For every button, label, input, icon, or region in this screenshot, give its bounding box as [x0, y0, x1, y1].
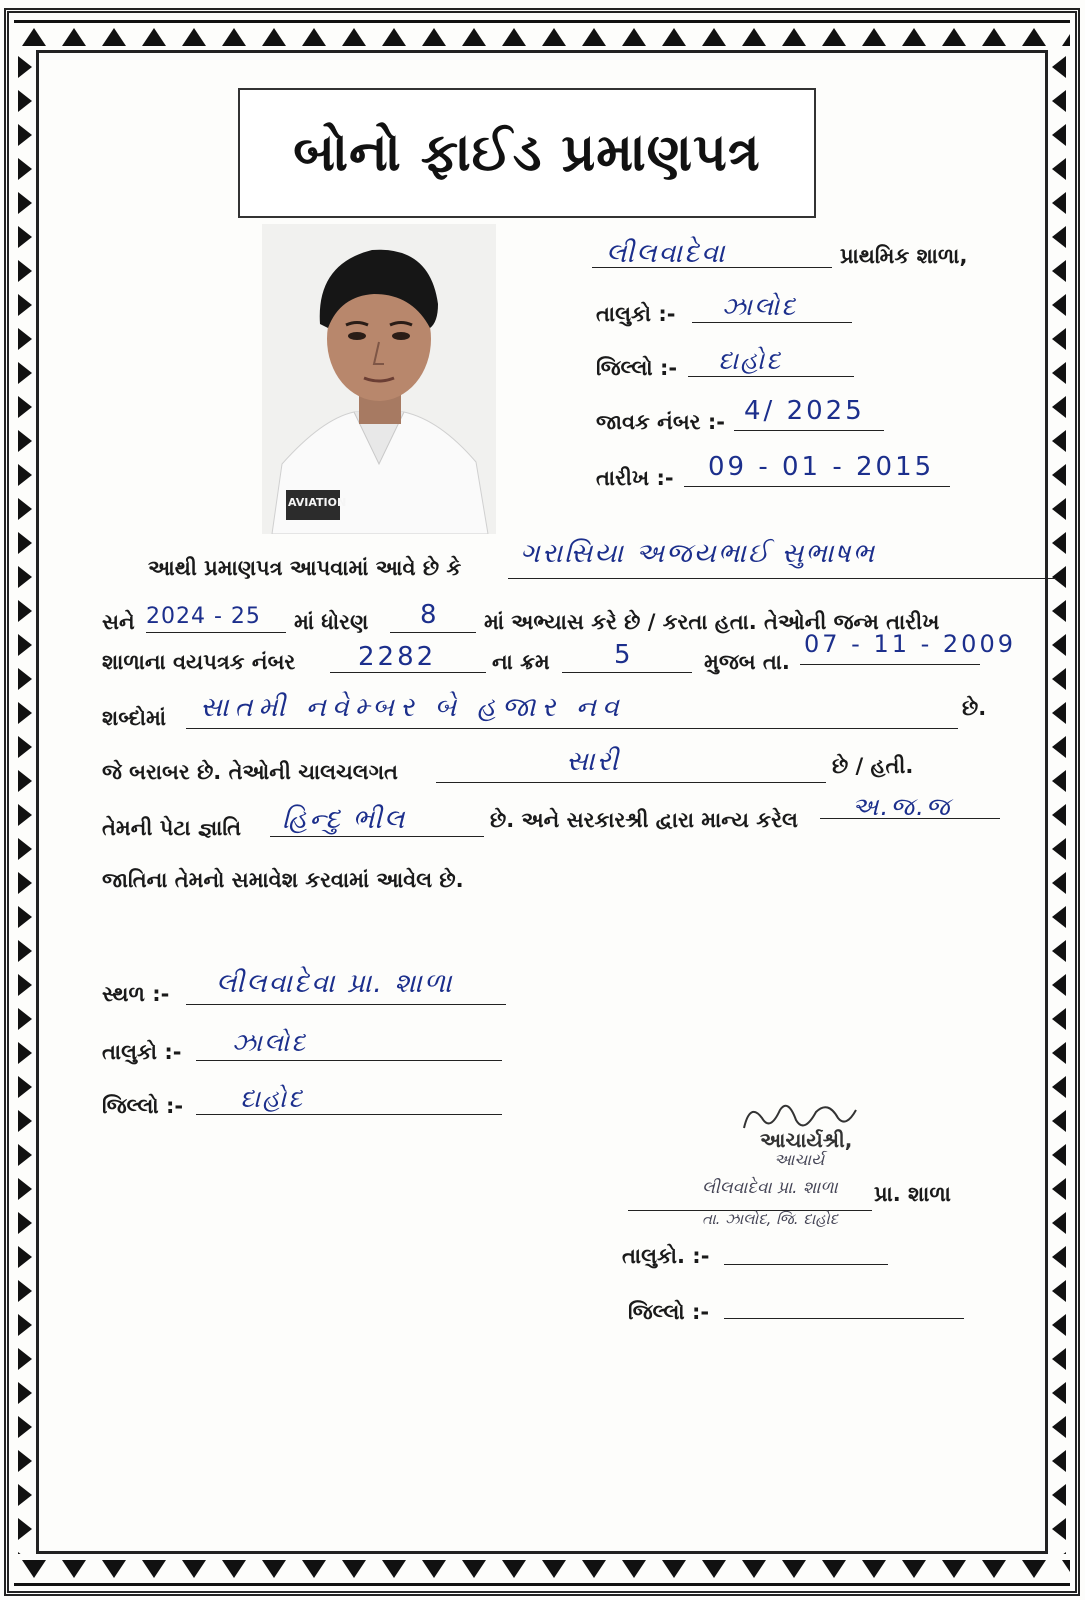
header-district-value: દાહોદ [718, 346, 783, 375]
header-taluka-label: તાલુકો :- [596, 302, 676, 326]
kram-value: 5 [614, 640, 634, 670]
certificate-title: બોનો ફાઈડ પ્રમાણપત્ર [293, 122, 761, 183]
photo-shirt-text: AVIATION [288, 496, 347, 509]
date-line [684, 486, 950, 487]
caste-line [270, 836, 484, 837]
kram-line [562, 672, 692, 673]
dob-line [800, 664, 980, 665]
student-photo [262, 224, 496, 534]
caste-value: હિન્દુ ભીલ [282, 804, 407, 835]
as-per-label: મુજબ તા. [704, 650, 790, 674]
words-suffix: છે. [962, 696, 987, 720]
signature-district-line [724, 1318, 964, 1319]
student-name-line [508, 578, 1056, 579]
right-triangle-band [1048, 50, 1072, 1554]
place-taluka-value: ઝાલોદ [232, 1028, 308, 1057]
conduct-line [436, 782, 826, 783]
conduct-value: સારી [566, 746, 621, 777]
header-taluka-line [692, 322, 852, 323]
std-label: માં ધોરણ [294, 610, 369, 634]
header-district-line [688, 376, 854, 377]
register-line [330, 672, 486, 673]
place-taluka-label: તાલુકો :- [102, 1040, 182, 1064]
left-triangle-band [12, 50, 36, 1554]
register-label: શાળાના વયપત્રક નંબર [102, 650, 296, 674]
place-label: સ્થળ :- [102, 982, 170, 1006]
stamp-designation: આચાર્યશ્રી, [760, 1128, 853, 1152]
bottom-triangle-band [14, 1556, 1070, 1588]
place-value: લીલવાદેવા પ્રા. શાળા [216, 968, 454, 999]
certify-prefix: આથી પ્રમાણપત્ર આપવામાં આવે છે કે [148, 556, 462, 580]
words-label: શબ્દોમાં [102, 706, 166, 730]
place-district-line [196, 1114, 502, 1115]
kram-label: ના ક્રમ [492, 650, 550, 674]
top-triangle-band [14, 18, 1070, 50]
place-taluka-line [196, 1060, 502, 1061]
date-label: તારીખ :- [596, 466, 674, 490]
outward-number-line [734, 430, 884, 431]
closing-text: જાતિના તેમનો સમાવેશ કરવામાં આવેલ છે. [102, 868, 464, 892]
signature-taluka-line [724, 1264, 888, 1265]
study-text: માં અભ્યાસ કરે છે / કરતા હતા. તેઓની જન્મ તારીખ [484, 610, 940, 634]
school-suffix-label: પ્રાથમિક શાળા, [840, 244, 968, 268]
date-value: 09 - 01 - 2015 [708, 452, 935, 482]
header-district-label: જિલ્લો :- [596, 356, 678, 380]
category-value: અ.જ.જ [852, 792, 952, 821]
place-district-label: જિલ્લો :- [102, 1094, 184, 1118]
outward-number-label: જાવક નંબર :- [596, 410, 725, 434]
stamp-address: તા. ઝાલોદ, જિ. દાહોદ [702, 1210, 839, 1228]
stamp-designation-small: આચાર્ય [774, 1150, 825, 1169]
header-taluka-value: ઝાલોદ [722, 292, 798, 321]
std-line [390, 632, 476, 633]
govt-text: છે. અને સરકારશ્રી દ્વારા માન્ય કરેલ [490, 808, 798, 832]
conduct-suffix: છે / હતી. [832, 754, 914, 778]
year-prefix: સને [102, 610, 135, 634]
std-value: 8 [420, 600, 440, 630]
year-line [146, 632, 286, 633]
signature-school-suffix: પ્રા. શાળા [874, 1182, 951, 1206]
school-name-value: લીલવાદેવા [606, 238, 727, 269]
stamp-school-name: લીલવાદેવા પ્રા. શાળા [702, 1178, 838, 1198]
caste-label: તેમની પેટા જ્ઞાતિ [102, 816, 242, 840]
signature-taluka-label: તાલુકો. :- [622, 1244, 710, 1268]
register-value: 2282 [358, 642, 437, 672]
dob-value: 07 - 11 - 2009 [804, 630, 1016, 658]
place-line [186, 1004, 506, 1005]
dob-words-value: સાતમી નવેમ્બર બે હજાર નવ [200, 692, 625, 723]
dob-words-line [186, 728, 958, 729]
student-name-value: ગરાસિયા અજયભાઈ સુભાષભ [520, 538, 877, 569]
signature-district-label: જિલ્લો :- [628, 1300, 710, 1324]
title-box [238, 88, 816, 218]
year-value: 2024 - 25 [146, 604, 261, 629]
conduct-label: જે બરાબર છે. તેઓની ચાલચલગત [102, 760, 398, 784]
place-district-value: દાહોદ [240, 1084, 305, 1113]
outward-number-value: 4/ 2025 [744, 396, 865, 426]
